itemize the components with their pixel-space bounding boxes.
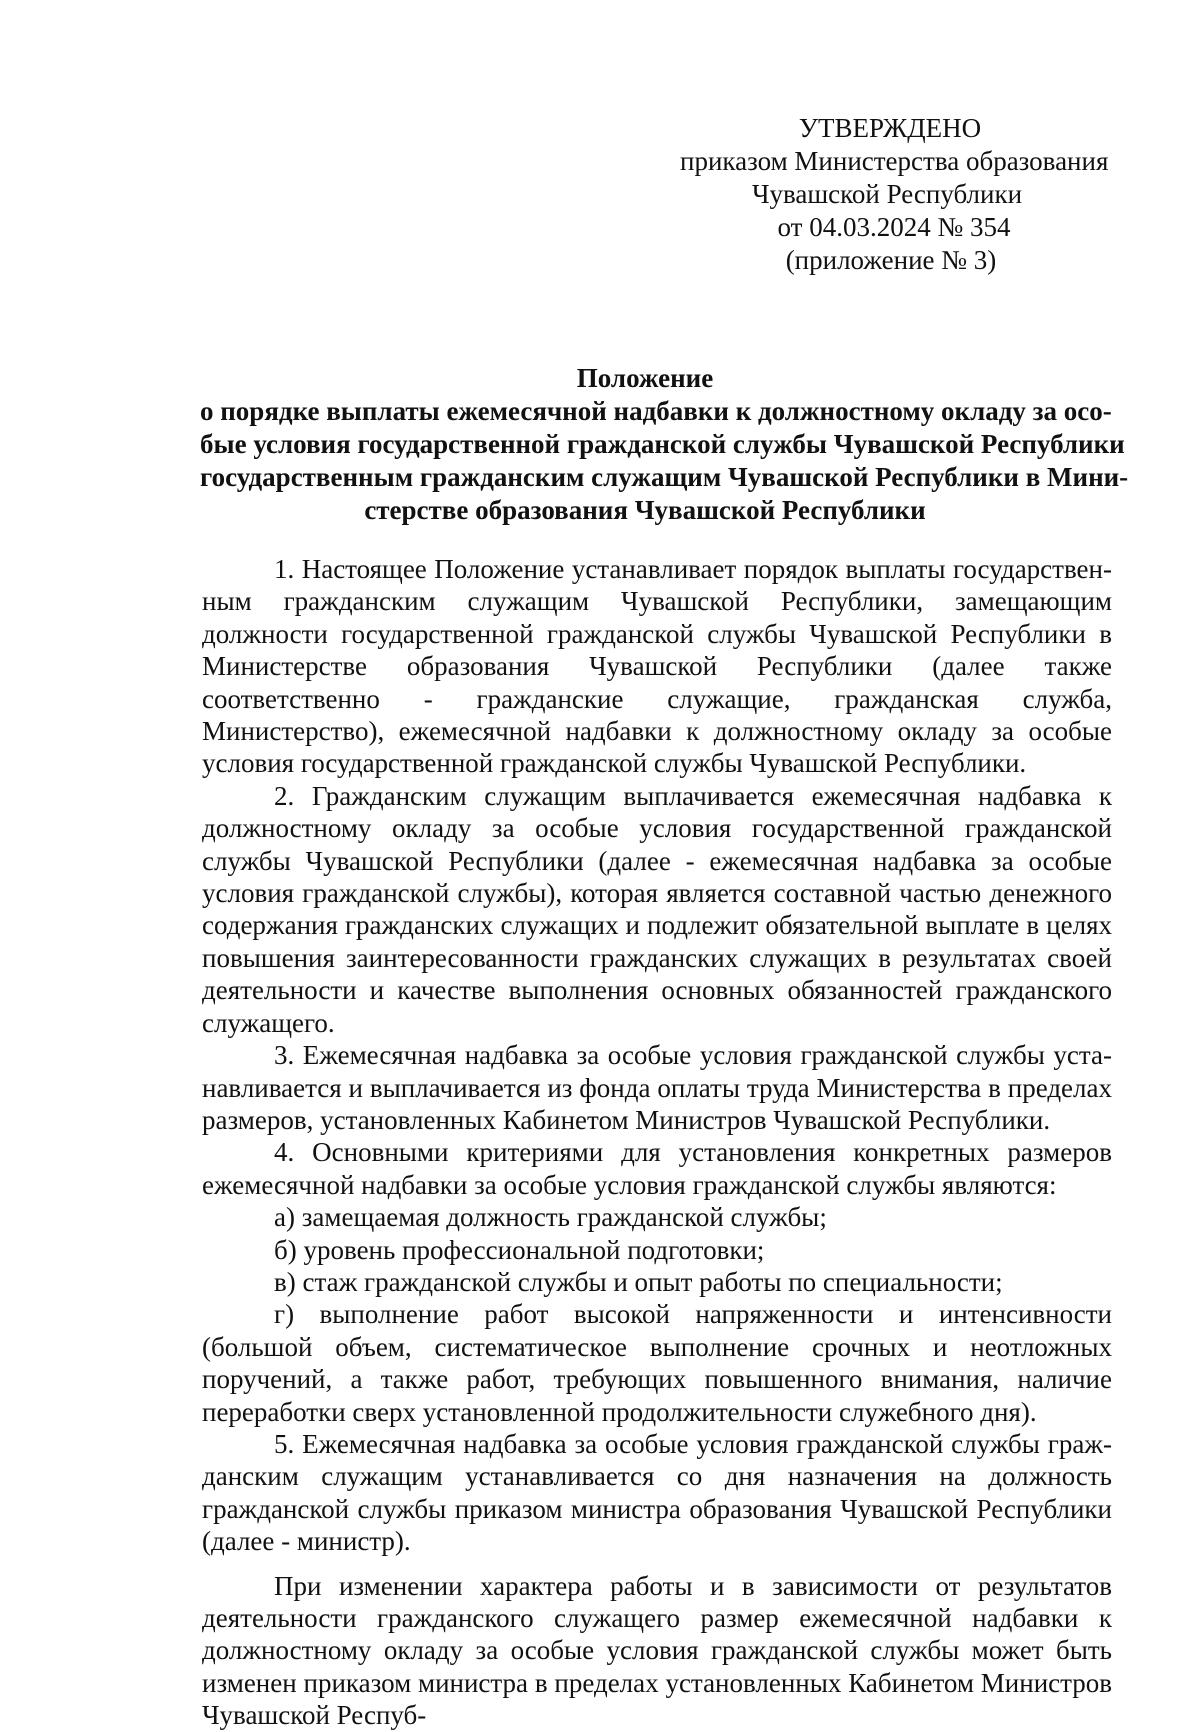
approval-republic-line: Чувашской Республики	[751, 179, 1023, 209]
criteria-item-a: а) замещаемая должность гражданской службы;	[274, 1202, 827, 1233]
document-title	[200, 362, 1129, 527]
paragraph-1: 1. Настоящее Положение устанавливает порядок выплаты государственным гражданским служащим Чувашской Республики, замещающим должности государственной гражданской службы Чувашской Республики в Министерстве образования Чувашской Республики (далее также соответственно - гражданские служащие, гражданская служба, Министерство), ежемесячной надбавки к должностному окладу за особые условия государственной гражданской службы Чувашской Республики.	[202, 554, 1112, 779]
criteria-item-v: в) стаж гражданской службы и опыт работы по специальности;	[274, 1266, 1003, 1297]
paragraph-4: 4. Основными критериями для установления конкретных размеров ежемесячной надбавки за особые условия гражданской службы являются:	[202, 1137, 1112, 1200]
approval-heading: УТВЕРЖДЕНО	[798, 113, 982, 143]
paragraph-2: 2. Гражданским служащим выплачивается ежемесячная надбавка к должностному окладу за особые условия государственной гражданской службы Чувашской Республики (далее - ежемесячная надбавка за особые условия гражданской службы), которая является составной частью денежного содержания гражданских служащих и подлежит обязательной выплате в целях повышения заинтересованности гражданских служащих в результатах своей деятельности и качестве выполнения основных обязанностей гражданского служащего.	[202, 780, 1112, 1038]
paragraph-5: 5. Ежемесячная надбавка за особые условия гражданской службы гражданским служащим устанавливается со дня назначения на должность гражданской службы приказом министра образования Чувашской Республики (далее - министр).	[202, 1428, 1112, 1557]
approval-date-number: от 04.03.2024 № 354	[777, 212, 1011, 242]
title-line: Положение	[576, 363, 714, 393]
paragraph-change-conditions: При изменении характера работы и в зависимости от результатов деятельности гражданского служащего размер ежемесячной надбавки к должностному окладу за особые условия гражданской службы может быть изменен приказом министра в пределах установленных Кабинетом Министров Чувашской Респуб-	[202, 1570, 1112, 1731]
paragraph-3: 3. Ежемесячная надбавка за особые условия гражданской службы устанавливается и выплачивается из фонда оплаты труда Министерства в пределах размеров, установленных Кабинетом Министров Чувашской Республики.	[202, 1040, 1112, 1135]
criteria-item-g: г) выполнение работ высокой напряженности и интенсивности (большой объем, систематическое выполнение срочных и неотложных поручений, а также работ, требующих повышенного внимания, наличие переработки сверх установленной продолжительности служебного дня).	[202, 1299, 1112, 1427]
title-line: стерстве образования Чувашской Республики	[364, 495, 926, 525]
title-line: государственным гражданским служащим Чувашской Республики в Мини-	[200, 462, 1129, 492]
title-line: бые условия государственной гражданской службы Чувашской Республики	[200, 429, 1125, 459]
approval-appendix-number: (приложение № 3)	[785, 245, 997, 275]
document-body	[202, 553, 1112, 1732]
criteria-item-b: б) уровень профессиональной подготовки;	[274, 1234, 765, 1265]
approval-order-line: приказом Министерства образования	[680, 146, 1109, 176]
title-line: о порядке выплаты ежемесячной надбавки к должностному окладу за осо-	[200, 396, 1112, 426]
approval-stamp-block	[680, 112, 1109, 277]
